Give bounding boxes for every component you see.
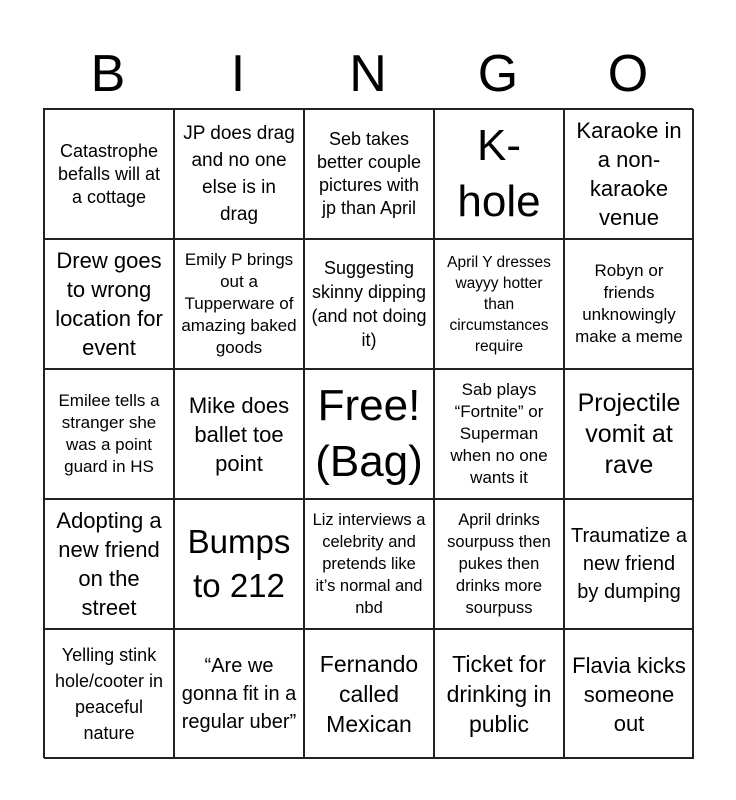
square-text: Emily P brings out a Tupperware of amazing baked goods (181, 250, 297, 357)
square-text: Drew goes to wrong location for event (55, 248, 163, 360)
square-text: Sab plays “Fortnite” or Superman when no one wants it (450, 380, 548, 487)
square-text: Flavia kicks someone out (572, 652, 686, 736)
bingo-square[interactable] (304, 629, 434, 759)
square-text: Liz interviews a celebrity and pretends like it’s normal and nbd (312, 511, 426, 617)
bingo-square[interactable] (174, 629, 304, 759)
bingo-square[interactable] (44, 369, 174, 499)
bingo-square[interactable] (434, 109, 564, 239)
bingo-square[interactable] (304, 369, 434, 499)
header-letter-n: N (349, 45, 387, 103)
square-text: April Y dresses wayyy hotter than circumstances require (447, 253, 551, 355)
square-text: April drinks sourpuss then pukes then drinks more sourpuss (447, 511, 551, 617)
bingo-square[interactable] (44, 109, 174, 239)
square-text: Suggesting skinny dipping (and not doing it) (311, 258, 427, 350)
square-text: Catastrophe befalls will at a cottage (57, 140, 161, 207)
bingo-square[interactable] (434, 239, 564, 369)
bingo-square[interactable] (304, 499, 434, 629)
square-text: Emilee tells a stranger she was a point guard in HS (58, 391, 160, 476)
bingo-square[interactable] (434, 369, 564, 499)
header-letter-g: G (477, 45, 519, 103)
square-text: Projectile vomit at rave (577, 388, 681, 479)
bingo-square[interactable] (564, 629, 694, 759)
square-text: Mike does ballet toe point (188, 392, 290, 476)
bingo-square[interactable] (304, 109, 434, 239)
square-text: Fernando called Mexican (319, 651, 419, 737)
square-text: Adopting a new friend on the street (56, 508, 162, 620)
bingo-square[interactable] (174, 499, 304, 629)
bingo-square[interactable] (304, 239, 434, 369)
bingo-header (43, 40, 693, 108)
bingo-card-grid (43, 108, 693, 758)
square-text: Robyn or friends unknowingly make a meme (575, 261, 683, 346)
square-text: “Are we gonna fit in a regular uber” (181, 655, 297, 733)
bingo-square[interactable] (174, 369, 304, 499)
square-text: Ticket for drinking in public (446, 651, 552, 737)
bingo-square[interactable] (564, 109, 694, 239)
bingo-square[interactable] (434, 629, 564, 759)
bingo-square[interactable] (174, 239, 304, 369)
bingo-square[interactable] (434, 499, 564, 629)
bingo-square[interactable] (564, 239, 694, 369)
bingo-square[interactable] (44, 499, 174, 629)
square-text: Karaoke in a non-karaoke venue (576, 118, 682, 230)
square-text: Traumatize a new friend by dumping (571, 525, 687, 603)
bingo-square[interactable] (44, 629, 174, 759)
header-letter-o: O (607, 45, 649, 103)
bingo-square[interactable] (174, 109, 304, 239)
header-letter-i: I (230, 45, 246, 103)
square-text: JP does drag and no one else is in drag (183, 123, 295, 225)
bingo-square[interactable] (44, 239, 174, 369)
header-letter-b: B (90, 45, 126, 103)
square-text: Free! (Bag) (315, 381, 423, 486)
square-text: Seb takes better couple pictures with jp than April (316, 129, 422, 218)
square-text: K-hole (457, 121, 541, 226)
bingo-square[interactable] (564, 369, 694, 499)
bingo-square[interactable] (564, 499, 694, 629)
square-text: Yelling stink hole/cooter in peaceful nature (54, 645, 164, 743)
square-text: Bumps to 212 (187, 523, 291, 604)
